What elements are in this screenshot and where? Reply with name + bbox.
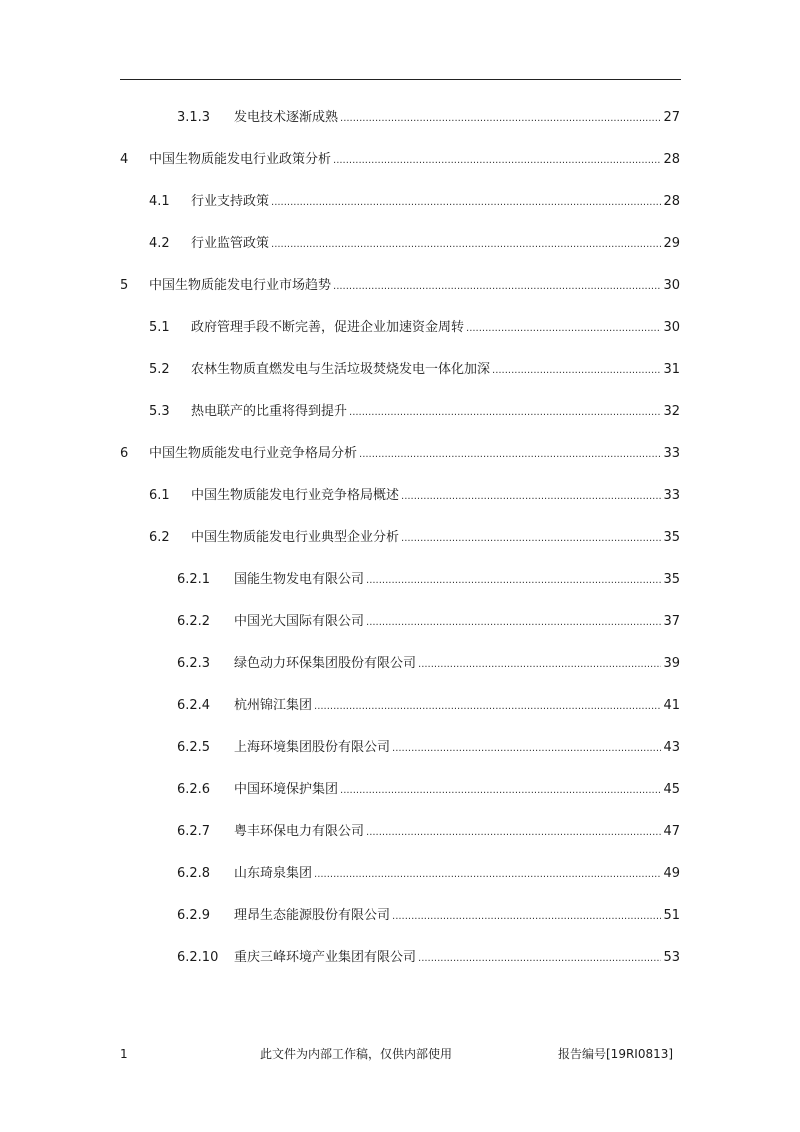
- toc-entry-page: 49: [663, 866, 680, 881]
- toc-entry-number: 6.2.9: [177, 908, 211, 923]
- toc-entry-title: 绿色动力环保集团股份有限公司: [234, 656, 417, 671]
- toc-entry-number: 5.1: [149, 320, 170, 335]
- toc-dot-leader: [366, 823, 661, 843]
- toc-entry[interactable]: [177, 906, 680, 926]
- toc-entry-title: 粤丰环保电力有限公司: [234, 824, 365, 839]
- toc-dot-leader: [418, 655, 661, 675]
- toc-entry-title: 热电联产的比重将得到提升: [191, 404, 348, 419]
- toc-entry-number: 6.2.3: [177, 656, 211, 671]
- toc-entry-title: 中国环境保护集团: [234, 782, 339, 797]
- toc-entry-title: 理昂生态能源股份有限公司: [234, 908, 391, 923]
- toc-dot-leader: [349, 403, 661, 423]
- toc-entry-page: 31: [663, 362, 680, 377]
- toc-dot-leader: [418, 949, 661, 969]
- toc-entry-page: 35: [663, 530, 680, 545]
- toc-entry[interactable]: [120, 150, 680, 170]
- toc-entry-number: 6.1: [149, 488, 170, 503]
- toc-entry[interactable]: [149, 318, 680, 338]
- toc-entry-number: 6.2.5: [177, 740, 211, 755]
- toc-entry-title: 行业支持政策: [191, 194, 270, 209]
- toc-dot-leader: [271, 193, 661, 213]
- toc-entry[interactable]: [149, 360, 680, 380]
- toc-entry-number: 6.2.1: [177, 572, 211, 587]
- toc-entry[interactable]: [177, 948, 680, 968]
- toc-entry-page: 30: [663, 320, 680, 335]
- toc-entry-page: 51: [663, 908, 680, 923]
- toc-dot-leader: [271, 235, 661, 255]
- toc-entry-title: 中国生物质能发电行业竞争格局分析: [149, 446, 358, 461]
- toc-entry-page: 43: [663, 740, 680, 755]
- toc-entry-title: 杭州锦江集团: [234, 698, 313, 713]
- toc-entry-page: 28: [663, 152, 680, 167]
- toc-entry[interactable]: [177, 696, 680, 716]
- toc-dot-leader: [366, 613, 661, 633]
- toc-entry-number: 5: [120, 278, 129, 293]
- toc-entry-number: 6.2.2: [177, 614, 211, 629]
- toc-dot-leader: [340, 781, 661, 801]
- toc-entry-page: 45: [663, 782, 680, 797]
- toc-entry[interactable]: [177, 864, 680, 884]
- toc-entry-number: 6.2.6: [177, 782, 211, 797]
- toc-entry[interactable]: [149, 486, 680, 506]
- toc-entry-number: 4.1: [149, 194, 170, 209]
- footer-page-number: 1: [120, 1047, 128, 1061]
- toc-entry-page: 28: [663, 194, 680, 209]
- toc-dot-leader: [333, 151, 661, 171]
- toc-dot-leader: [392, 739, 661, 759]
- toc-entry[interactable]: [177, 612, 680, 632]
- toc-entry[interactable]: [177, 822, 680, 842]
- toc-entry-page: 33: [663, 446, 680, 461]
- toc-dot-leader: [401, 529, 661, 549]
- toc-entry[interactable]: [177, 570, 680, 590]
- toc-dot-leader: [466, 319, 661, 339]
- toc-dot-leader: [359, 445, 661, 465]
- toc-entry-number: 6.2.10: [177, 950, 219, 965]
- toc-dot-leader: [314, 697, 661, 717]
- toc-entry-number: 4.2: [149, 236, 170, 251]
- toc-entry[interactable]: [149, 528, 680, 548]
- toc-entry-title: 发电技术逐渐成熟: [234, 110, 339, 125]
- toc-entry[interactable]: [177, 654, 680, 674]
- toc-entry-page: 41: [663, 698, 680, 713]
- header-rule: [120, 79, 681, 80]
- toc-entry[interactable]: [149, 234, 680, 254]
- toc-dot-leader: [401, 487, 661, 507]
- toc-entry-title: 中国生物质能发电行业典型企业分析: [191, 530, 400, 545]
- toc-entry-number: 3.1.3: [177, 110, 211, 125]
- toc-dot-leader: [314, 865, 661, 885]
- toc-entry-number: 6.2.4: [177, 698, 211, 713]
- toc-entry-page: 27: [663, 110, 680, 125]
- toc-entry[interactable]: [149, 192, 680, 212]
- toc-entry-number: 5.2: [149, 362, 170, 377]
- toc-dot-leader: [366, 571, 661, 591]
- toc-entry-title: 行业监管政策: [191, 236, 270, 251]
- toc-dot-leader: [333, 277, 661, 297]
- toc-dot-leader: [392, 907, 661, 927]
- toc-entry-page: 35: [663, 572, 680, 587]
- toc-entry-page: 37: [663, 614, 680, 629]
- toc-entry[interactable]: [177, 738, 680, 758]
- toc-entry-page: 32: [663, 404, 680, 419]
- toc-entry-title: 上海环境集团股份有限公司: [234, 740, 391, 755]
- toc-entry-page: 29: [663, 236, 680, 251]
- toc-entry[interactable]: [149, 402, 680, 422]
- toc-entry-page: 39: [663, 656, 680, 671]
- toc-entry-number: 5.3: [149, 404, 170, 419]
- toc-entry[interactable]: [120, 276, 680, 296]
- toc-entry[interactable]: [177, 780, 680, 800]
- toc-entry-page: 53: [663, 950, 680, 965]
- toc-entry-title: 重庆三峰环境产业集团有限公司: [234, 950, 417, 965]
- footer-notice: 此文件为内部工作稿，仅供内部使用: [260, 1047, 453, 1061]
- toc-entry-title: 中国生物质能发电行业政策分析: [149, 152, 332, 167]
- toc-entry-page: 33: [663, 488, 680, 503]
- toc-entry-title: 中国生物质能发电行业竞争格局概述: [191, 488, 400, 503]
- toc-entry[interactable]: [177, 108, 680, 128]
- toc-entry-number: 6.2.7: [177, 824, 211, 839]
- toc-entry-title: 中国光大国际有限公司: [234, 614, 365, 629]
- footer-report-id: 报告编号[19RI0813]: [558, 1047, 674, 1061]
- toc-entry[interactable]: [120, 444, 680, 464]
- toc-entry-page: 47: [663, 824, 680, 839]
- toc-entry-title: 国能生物发电有限公司: [234, 572, 365, 587]
- toc-entry-title: 政府管理手段不断完善，促进企业加速资金周转: [191, 320, 465, 335]
- toc-entry-title: 山东琦泉集团: [234, 866, 313, 881]
- toc-dot-leader: [492, 361, 661, 381]
- toc-dot-leader: [340, 109, 661, 129]
- toc-entry-number: 6.2: [149, 530, 170, 545]
- toc-entry-page: 30: [663, 278, 680, 293]
- toc-entry-number: 6: [120, 446, 129, 461]
- toc-entry-title: 农林生物质直燃发电与生活垃圾焚烧发电一体化加深: [191, 362, 491, 377]
- toc-entry-number: 4: [120, 152, 129, 167]
- toc-entry-title: 中国生物质能发电行业市场趋势: [149, 278, 332, 293]
- toc-entry-number: 6.2.8: [177, 866, 211, 881]
